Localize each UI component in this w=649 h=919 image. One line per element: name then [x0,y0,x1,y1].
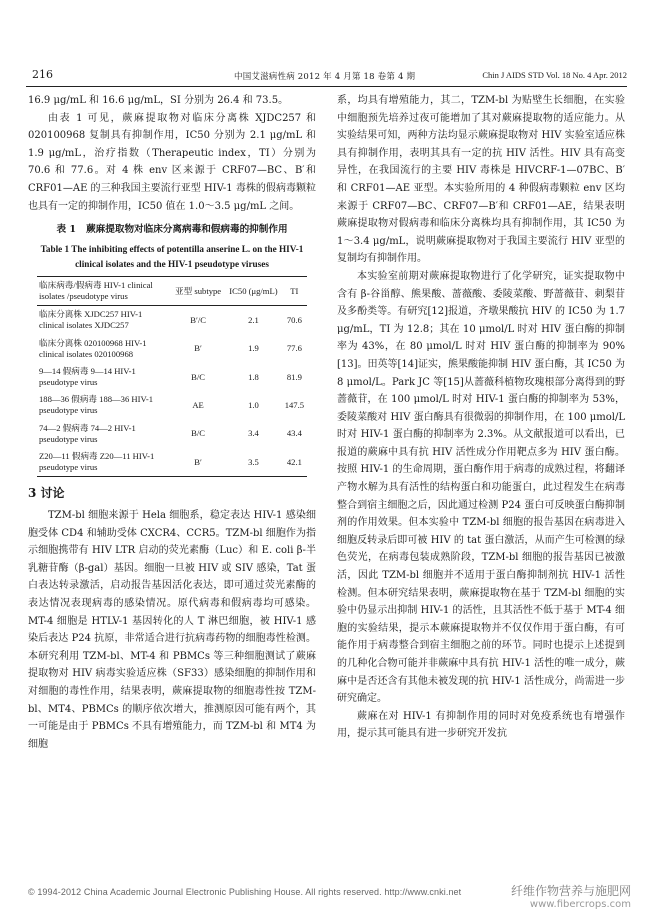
right-column [337,92,625,743]
running-header [26,68,627,84]
column-header: IC50 (μg/mL) [225,277,282,306]
header-rule [26,86,627,87]
column-header: TI [282,277,307,306]
ti: 147.5 [284,399,305,410]
journal-title-en: Chin J AIDS STD Vol. 18 No. 4 Apr. 2012 [482,70,627,80]
subtype: B′/C [190,314,206,325]
ic50: 1.8 [248,371,259,382]
ic50: 3.4 [248,428,259,439]
paragraph: 16.9 μg/mL 和 16.6 μg/mL，SI 分别为 26.4 和 73.5。 [28,95,289,106]
ic50: 3.5 [225,448,282,477]
table-row [37,306,307,335]
copyright-footer: © 1994-2012 China Academic Journal Electronic Publishing House. All rights reserved. http://www.cnki.net [28,887,462,897]
table-title-cn: 蕨麻提取物对临床分离病毒和假病毒的抑制作用 [86,224,288,236]
page-number: 216 [32,68,53,81]
ti: 77.6 [286,343,302,354]
table-header-row [37,277,307,306]
table-row [37,391,307,419]
table-row [37,335,307,363]
results-table [37,276,307,477]
subtype: B/C [191,428,206,439]
ic50: 1.9 [248,343,259,354]
table-row [37,363,307,391]
virus-name: 188—36 假病毒 188—36 HIV-1 pseudotype virus [39,394,154,416]
left-column [28,92,316,753]
virus-name: 74—2 假病毒 74—2 HIV-1 pseudotype virus [39,422,136,444]
subtype: B′ [171,448,225,477]
ti: 70.6 [286,314,302,325]
paragraph: 蕨麻在对 HIV-1 有抑制作用的同时对免疫系统也有增强作用，提示其可能具有进一步研究开发抗 [337,710,625,740]
virus-name: Z20—11 假病毒 Z20—11 HIV-1 pseudotype virus [37,448,171,477]
journal-title-cn: 中国艾滋病性病 2012 年 4 月第 18 卷第 4 期 [234,72,416,82]
watermark-url: www.fibercrops.com [529,899,631,910]
table-caption-en: Table 1 The inhibiting effects of potentilla anserine L. on the HIV-1 clinical isolates and the HIV-1 pseudotype viruses [40,244,304,270]
ti: 81.9 [286,371,302,382]
subtype: B/C [191,371,206,382]
section-heading: 3 讨论 [28,486,65,501]
paragraph: TZM-bl 细胞来源于 Hela 细胞系，稳定表达 HIV-1 感染细胞受体 CD4 和辅助受体 CXCR4、CCR5。TZM-bl 细胞作为指示细胞携带有 HIV LTR 启动的荧光素酶（Luc）和 E. coli β-半乳糖苷酶（β-gal）基因。细胞一旦被 HIV 或 SIV 感染，Tat 蛋白表达转录激活，启动报告基因活化表达，即可通过荧光素酶的表达情况表现病毒的感染情况。原代病毒和假病毒均可感染。MT-4 细胞是 HTLV-1 基因转化的人 T 淋巴细胞，被 HIV-1 感染后表达 P24 抗原，非常适合进行抗病毒药物的细胞毒性检测。本研究利用 TZM-bl、MT-4 和 PBMCs 等三种细胞测试了蕨麻提取物对 HIV 病毒实验适应株（SF33）感染细胞的抑制作用和对细胞的毒性作用，结果表明，蕨麻提取物的细胞毒性按 TZM-bl、MT4、PBMCs 的顺序依次增大，推测原因可能有两个，其一可能是由于 PBMCs 不具有增殖能力，而 TZM-bl 和 MT4 为细胞 [28,510,316,750]
watermark [511,884,631,912]
subtype: B′ [194,343,202,354]
ti: 43.4 [286,428,302,439]
virus-name: 临床分离株 020100968 HIV-1 clinical isolates 020100968 [39,337,147,359]
ti: 42.1 [282,448,307,477]
subtype: AE [192,399,204,410]
ic50: 1.0 [248,399,259,410]
table-row [37,420,307,448]
table-row [37,448,307,477]
table-label: 表 1 [56,224,77,236]
paragraph: 由表 1 可见，蕨麻提取物对临床分离株 XJDC257 和 020100968 复制具有抑制作用，IC50 分别为 2.1 μg/mL 和 1.9 μg/mL，治疗指数（Therapeutic index，TI）分别为 70.6 和 77.6。对 4 株 env 区来源于 CRF07—BC、B′和 CRF01—AE 的三种我国主要流行亚型 HIV-1 毒株的假病毒颗粒也具有一定的抑制作用，IC50 值在 1.0～3.5 μg/mL 之间。 [28,112,316,212]
virus-name: 9—14 假病毒 9—14 HIV-1 pseudotype virus [39,366,136,388]
watermark-text: 纤维作物营养与施肥网 [510,884,631,898]
virus-name: 临床分离株 XJDC257 HIV-1 clinical isolates XJDC257 [39,309,143,331]
paragraph: 系，均具有增殖能力，其二，TZM-bl 为贴壁生长细胞，在实验中细胞预先培养过夜可能增加了其对蕨麻提取物的适应能力。从实验结果可知，两种方法均显示蕨麻提取物对 HIV 实验室适应株具有抑制作用，表明其具有一定的抗 HIV 活性。HIV 具有高变异性，在我国流行的主要 HIV 毒株是 HIVCRF-1—07BC、B′和 CRF01—AE 亚型。本实验所用的 4 种假病毒颗粒 env 区均来源于 CRF07—BC、CRF07—B′和 CRF01—AE，结果表明蕨麻提取物对假病毒和临床分离株均具有抑制作用，其 IC50 为 1～3.4 μg/mL，说明蕨麻提取物对于我国主要流行 HIV 亚型的复制均有抑制作用。 [337,95,625,265]
paragraph: 本实验室前期对蕨麻提取物进行了化学研究，证实提取物中含有 β-谷甾醇、熊果酸、蔷薇酸、委陵菜酸、野蔷薇苷、刺梨苷及多酚类等。有研究[12]报道，齐墩果酸抗 HIV 的 IC50 为 1.7 μg/mL，TI 为 12.8；其在 10 μmol/L 时对 HIV 蛋白酶的抑制率为 43%，在 80 μmol/L 时对 HIV 蛋白酶的抑制率为 90%[13]。田英等[14]证实，熊果酸能抑制 HIV 蛋白酶，其 IC50 为 8 μmol/L。Park JC 等[15]从蔷薇科植物玫瑰根部分离得到的野蔷薇苷，在 100 μmol/L 时对 HIV-1 蛋白酶的抑制率为 53%，委陵菜酸对 HIV 蛋白酶具有很微弱的抑制作用，在 100 μmol/L 时对 HIV-1 蛋白酶的抑制率为 2.3%。从文献报道可以看出，已报道的蕨麻中具有抗 HIV 活性成分作用靶点多为 HIV 蛋白酶。按照 HIV-1 的生命周期，蛋白酶作用于病毒的成熟过程，将翻译产物水解为具有活性的结构蛋白和功能蛋白，此过程发生在病毒整合到宿主细胞之后，因此通过检测 P24 蛋白可反映蛋白酶抑制剂的作用效果。但本实验中 TZM-bl 细胞的报告基因在病毒进入细胞反转录后即可被 HIV 的 tat 蛋白激活，从而产生可检测的绿色荧光，在病毒包装成熟阶段，TZM-bl 细胞的报告基因已被激活，因此 TZM-bl 细胞并不适用于蛋白酶抑制剂抗 HIV-1 活性检测。但本研究结果表明，蕨麻提取物在基于 TZM-bl 细胞的实验中仍显示出抑制 HIV-1 的活性，且其活性不低于基于 MT-4 细胞的实验结果，提示本蕨麻提取物并不仅仅作用于蛋白酶，有可能作用于病毒整合到宿主细胞之前的环节。同时也提示上述提到的几种化合物可能并非蕨麻中具有抗 HIV-1 活性的唯一成分，蕨麻中是否还含有其他未被发现的抗 HIV-1 活性成分，尚需进一步研究确定。 [337,270,625,705]
ic50: 2.1 [248,314,259,325]
column-header: 亚型 subtype [171,277,225,306]
column-header: 临床病毒/假病毒 HIV-1 clinical isolates /pseudotype virus [37,277,171,306]
table-caption-cn [28,221,316,238]
